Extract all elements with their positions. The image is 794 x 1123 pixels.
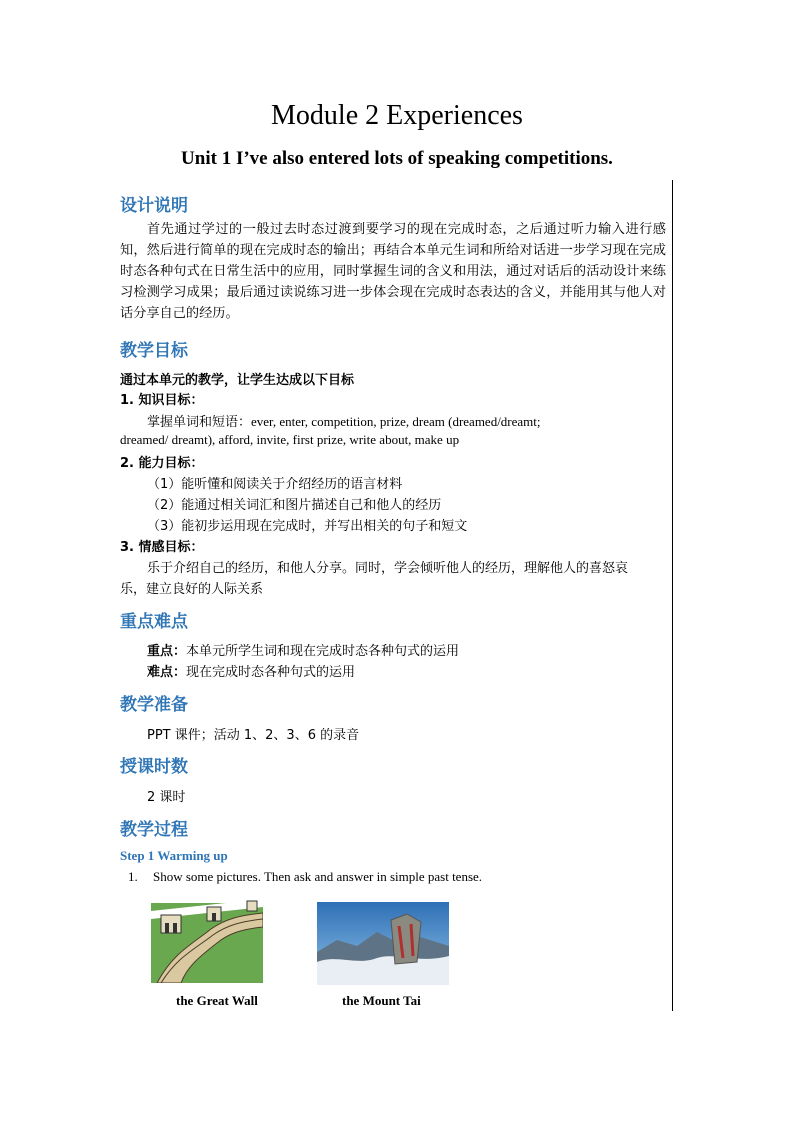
difficulty-line: [147, 661, 355, 680]
item-number: 1.: [128, 869, 138, 884]
caption-mount-tai: the Mount Tai: [342, 993, 421, 1008]
step-1-title: Step 1 Warming up: [120, 848, 228, 863]
page-subtitle: Unit 1 I’ve also entered lots of speaking competitions.: [181, 148, 613, 169]
emotion-label: 3. 情感目标：: [120, 540, 204, 555]
page-title: Module 2 Experiences: [271, 100, 523, 131]
item-text: Show some pictures. Then ask and answer in simple past tense.: [153, 869, 483, 884]
knowledge-line-1: 掌握单词和短语：ever, enter, competition, prize, dream (dreamed/dreamt;: [147, 414, 541, 429]
knowledge-line-2: dreamed/ dreamt), afford, invite, first prize, write about, make up: [120, 432, 460, 447]
prep-heading: 教学准备: [120, 695, 188, 715]
difficulty-text: 现在完成时态各种句式的运用: [186, 665, 356, 680]
knowledge-label: 1. 知识目标：: [120, 393, 204, 408]
ability-item: （3）能初步运用现在完成时，并写出相关的句子和短文: [147, 519, 468, 534]
caption-great-wall: the Great Wall: [176, 993, 258, 1008]
focus-line: [147, 640, 459, 659]
process-heading: 教学过程: [120, 820, 188, 840]
goals-intro: 通过本单元的教学，让学生达成以下目标: [120, 373, 355, 388]
hours-heading: 授课时数: [120, 757, 188, 777]
keypoints-heading: 重点难点: [120, 612, 188, 632]
mount-tai-picture: [317, 902, 449, 985]
ability-item: （2）能通过相关词汇和图片描述自己和他人的经历: [147, 498, 442, 513]
hours-text: 2 课时: [147, 790, 186, 805]
emotion-line-1: 乐于介绍自己的经历，和他人分享。同时，学会倾听他人的经历，理解他人的喜怒哀: [147, 561, 629, 576]
focus-label: 重点：: [147, 644, 187, 659]
focus-text: 本单元所学生词和现在完成时态各种句式的运用: [186, 644, 460, 659]
design-paragraph: 首先通过学过的一般过去时态过渡到要学习的现在完成时态，之后通过听力输入进行感知，然后进行简单的现在完成时态的输出；再结合本单元生词和所给对话进一步学习现在完成时态各种句式在日常生活中的应用，同时掌握生词的含义和用法，通过对话后的活动设计来练习检测学习成果；最后通过读说练习进一步体会现在完成时态表达的含义，并能用其与他人对话分享自己的经历。: [120, 222, 666, 321]
emotion-line-2: 乐，建立良好的人际关系: [120, 582, 264, 597]
difficulty-label: 难点：: [147, 665, 187, 680]
table-border-line: [672, 180, 673, 1011]
design-heading: 设计说明: [120, 196, 188, 216]
great-wall-picture: [151, 893, 263, 983]
goals-heading: 教学目标: [120, 341, 188, 361]
prep-text: PPT 课件；活动 1、2、3、6 的录音: [147, 728, 360, 743]
ability-item: （1）能听懂和阅读关于介绍经历的语言材料: [147, 477, 403, 492]
ability-label: 2. 能力目标：: [120, 456, 204, 471]
